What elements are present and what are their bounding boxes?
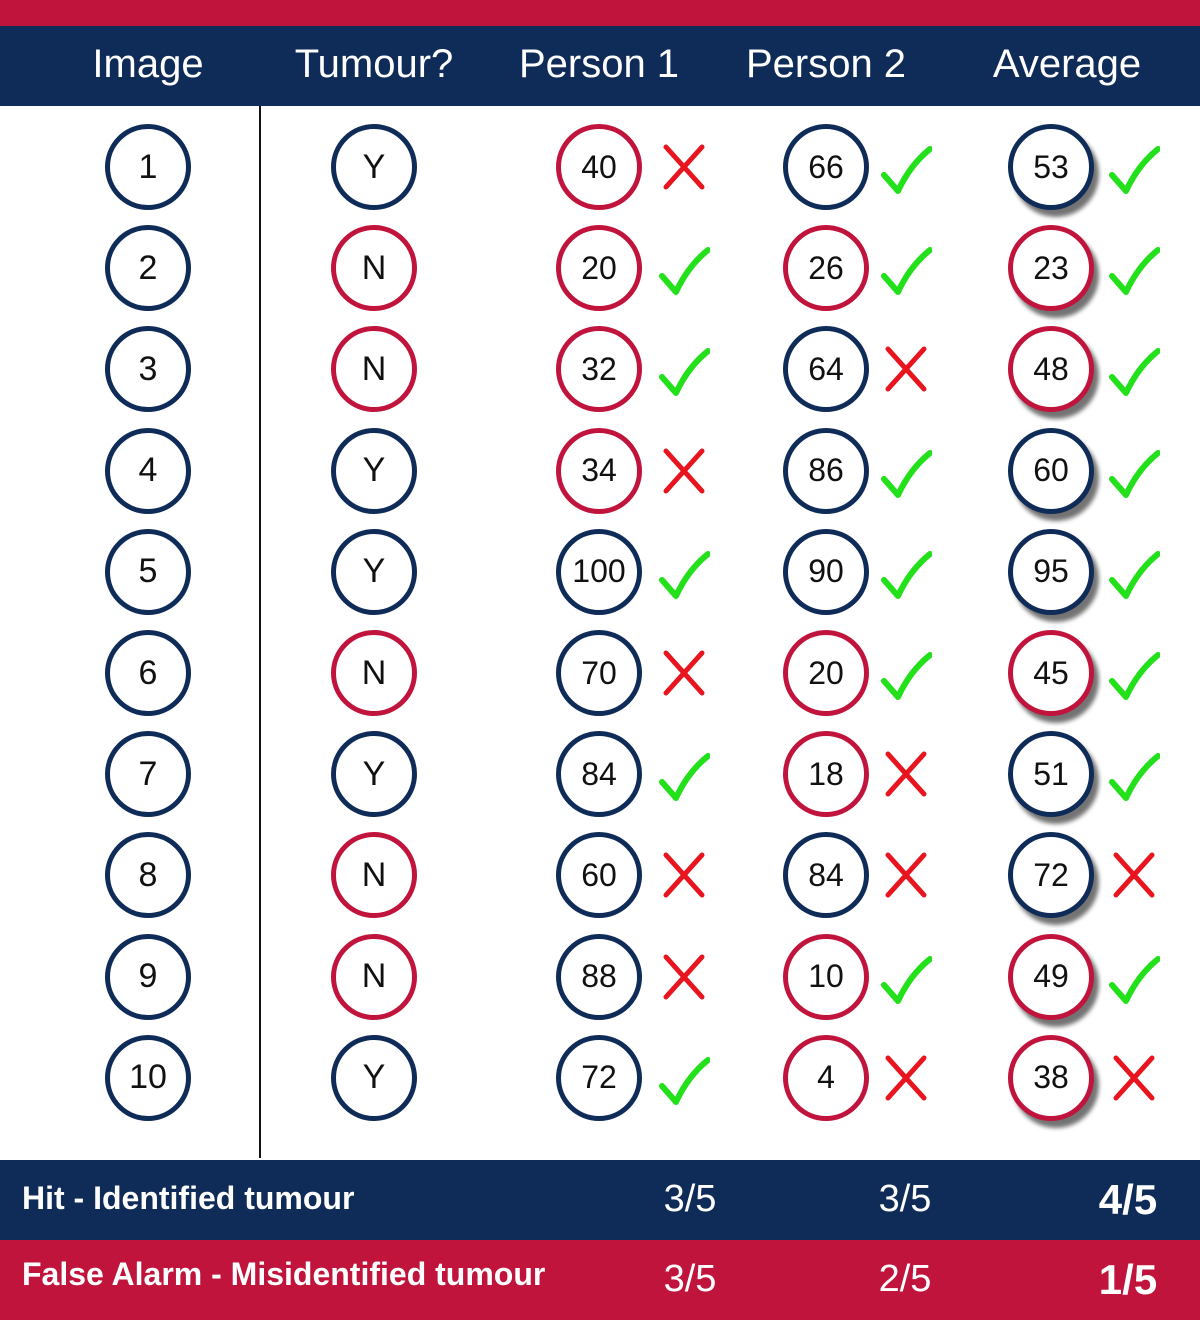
check-icon	[1108, 752, 1160, 804]
hit-summary-band	[0, 1160, 1200, 1240]
person-1-score-circle: 100	[556, 529, 642, 615]
check-icon	[658, 347, 710, 399]
check-icon	[880, 550, 932, 602]
person-2-score-circle: 20	[783, 630, 869, 716]
false-alarm-summary-band	[0, 1240, 1200, 1320]
header-person-1: Person 1	[518, 42, 680, 86]
image-number-circle: 1	[105, 124, 191, 210]
false-alarm-average: 1/5	[1098, 1256, 1158, 1303]
image-number-circle: 4	[105, 428, 191, 514]
average-score-circle: 49	[1008, 934, 1094, 1020]
hit-person-1: 3/5	[663, 1178, 717, 1220]
image-number-circle: 7	[105, 731, 191, 817]
average-score-circle: 60	[1008, 428, 1094, 514]
hit-person-2: 3/5	[878, 1178, 932, 1220]
header-image: Image	[92, 42, 204, 86]
average-score-circle: 53	[1008, 124, 1094, 210]
average-score-circle: 72	[1008, 832, 1094, 918]
check-icon	[880, 955, 932, 1007]
person-2-score-circle: 86	[783, 428, 869, 514]
person-2-score-circle: 4	[783, 1035, 869, 1121]
false-alarm-person-1: 3/5	[663, 1258, 717, 1300]
cross-icon	[658, 849, 710, 901]
header-average: Average	[992, 42, 1142, 86]
average-score-circle: 38	[1008, 1035, 1094, 1121]
person-2-score-circle: 84	[783, 832, 869, 918]
check-icon	[1108, 347, 1160, 399]
cross-icon	[658, 647, 710, 699]
person-2-score-circle: 64	[783, 326, 869, 412]
person-1-score-circle: 40	[556, 124, 642, 210]
hit-average: 4/5	[1098, 1176, 1158, 1223]
cross-icon	[658, 141, 710, 193]
check-icon	[1108, 955, 1160, 1007]
average-score-circle: 51	[1008, 731, 1094, 817]
tumour-answer-circle: Y	[331, 124, 417, 210]
tumour-answer-circle: N	[331, 326, 417, 412]
check-icon	[880, 449, 932, 501]
hit-label: Hit - Identified tumour	[22, 1180, 355, 1216]
image-number-circle: 6	[105, 630, 191, 716]
person-2-score-circle: 26	[783, 225, 869, 311]
average-score-circle: 23	[1008, 225, 1094, 311]
image-number-circle: 5	[105, 529, 191, 615]
check-icon	[658, 1056, 710, 1108]
check-icon	[880, 246, 932, 298]
image-number-circle: 2	[105, 225, 191, 311]
check-icon	[1108, 651, 1160, 703]
person-2-score-circle: 18	[783, 731, 869, 817]
false-alarm-label: False Alarm - Misidentified tumour	[22, 1256, 546, 1292]
tumour-answer-circle: N	[331, 832, 417, 918]
cross-icon	[880, 1052, 932, 1104]
person-1-score-circle: 20	[556, 225, 642, 311]
cross-icon	[880, 748, 932, 800]
person-1-score-circle: 70	[556, 630, 642, 716]
false-alarm-person-2: 2/5	[878, 1258, 932, 1300]
check-icon	[658, 752, 710, 804]
tumour-answer-circle: Y	[331, 428, 417, 514]
person-2-score-circle: 10	[783, 934, 869, 1020]
check-icon	[1108, 550, 1160, 602]
person-1-score-circle: 72	[556, 1035, 642, 1121]
person-2-score-circle: 66	[783, 124, 869, 210]
check-icon	[880, 145, 932, 197]
cross-icon	[1108, 1052, 1160, 1104]
average-score-circle: 95	[1008, 529, 1094, 615]
tumour-answer-circle: Y	[331, 1035, 417, 1121]
person-1-score-circle: 32	[556, 326, 642, 412]
person-2-score-circle: 90	[783, 529, 869, 615]
image-number-circle: 10	[105, 1035, 191, 1121]
cross-icon	[658, 951, 710, 1003]
image-number-circle: 9	[105, 934, 191, 1020]
cross-icon	[880, 849, 932, 901]
top-stripe	[0, 0, 1200, 26]
check-icon	[880, 651, 932, 703]
person-1-score-circle: 88	[556, 934, 642, 1020]
cross-icon	[1108, 849, 1160, 901]
average-score-circle: 48	[1008, 326, 1094, 412]
check-icon	[1108, 145, 1160, 197]
tumour-answer-circle: Y	[331, 731, 417, 817]
check-icon	[658, 246, 710, 298]
check-icon	[658, 550, 710, 602]
tumour-answer-circle: N	[331, 934, 417, 1020]
tumour-answer-circle: Y	[331, 529, 417, 615]
check-icon	[1108, 246, 1160, 298]
check-icon	[1108, 449, 1160, 501]
cross-icon	[880, 343, 932, 395]
image-number-circle: 3	[105, 326, 191, 412]
header-person-2: Person 2	[745, 42, 907, 86]
cross-icon	[658, 445, 710, 497]
image-number-circle: 8	[105, 832, 191, 918]
person-1-score-circle: 84	[556, 731, 642, 817]
header-tumour: Tumour?	[294, 42, 454, 86]
average-score-circle: 45	[1008, 630, 1094, 716]
person-1-score-circle: 34	[556, 428, 642, 514]
tumour-answer-circle: N	[331, 225, 417, 311]
tumour-answer-circle: N	[331, 630, 417, 716]
column-divider	[259, 106, 261, 1158]
person-1-score-circle: 60	[556, 832, 642, 918]
